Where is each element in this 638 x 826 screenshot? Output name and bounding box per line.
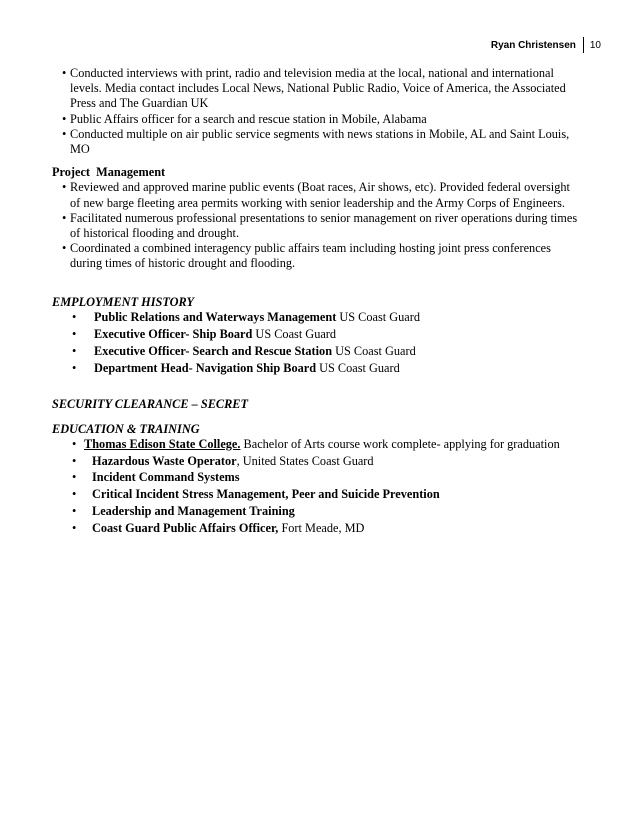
job-title: Public Relations and Waterways Management [94,309,337,324]
list-item [52,361,582,376]
job-org: US Coast Guard [332,344,416,359]
list-item [52,437,582,452]
employment-list [52,310,582,377]
education-title: Leadership and Management Training [92,503,295,518]
education-title: Thomas Edison State College. [84,437,241,452]
project-management-heading: Project Management [52,165,166,180]
education-detail: Bachelor of Arts course work complete- applying for graduation [240,437,560,452]
list-item: • Conducted interviews with print, radio and television media at the local, national and international levels. Media contact includes Local News, National Public Radio, Voice of America, the Associated Press and The Guardian UK [52,66,582,112]
list-item [52,344,582,359]
education-list [52,437,582,536]
list-item: • Reviewed and approved marine public events (Boat races, Air shows, etc). Provided federal oversight of new barge fleeting area permits working with senior leadership and the Army Corps of Engineers. [52,180,582,210]
job-org: US Coast Guard [252,327,337,342]
education-detail: , United States Coast Guard [236,453,374,468]
list-item [52,454,582,469]
list-item: • Facilitated numerous professional presentations to senior management on river operations during times of historical flooding and drought. [52,211,582,241]
header-divider [583,37,584,53]
list-item [52,487,582,502]
page-header [491,37,601,53]
education-detail: Fort Meade, MD [278,520,365,535]
media-bullet-list [52,66,582,157]
employment-history-heading: EMPLOYMENT HISTORY [52,294,195,309]
job-title: Executive Officer- Ship Board [94,327,253,342]
page-number: 10 [589,39,601,51]
education-heading: EDUCATION & TRAINING [52,421,200,436]
job-org: US Coast Guard [316,361,400,376]
author-name: Ryan Christensen [490,39,576,51]
job-title: Executive Officer- Search and Rescue Station [94,344,333,359]
list-item [52,310,582,325]
education-title: Hazardous Waste Operator [92,453,237,468]
list-item [52,327,582,342]
security-clearance-heading: SECURITY CLEARANCE – SECRET [52,396,249,411]
list-item: • Conducted multiple on air public service segments with news stations in Mobile, AL and Saint Louis, MO [52,127,582,157]
list-item [52,504,582,519]
list-item [52,521,582,536]
list-item [52,470,582,485]
list-item: • Coordinated a combined interagency public affairs team including hosting joint press conferences during times of historic drought and flooding. [52,241,582,271]
list-item: • Public Affairs officer for a search and rescue station in Mobile, Alabama [52,112,582,127]
project-bullet-list [52,180,582,271]
job-title: Department Head- Navigation Ship Board [94,361,317,376]
job-org: US Coast Guard [336,309,420,324]
education-title: Coast Guard Public Affairs Officer, [92,520,279,535]
education-title: Incident Command Systems [92,470,240,485]
resume-body [52,66,582,537]
education-title: Critical Incident Stress Management, Peer and Suicide Prevention [92,487,440,502]
